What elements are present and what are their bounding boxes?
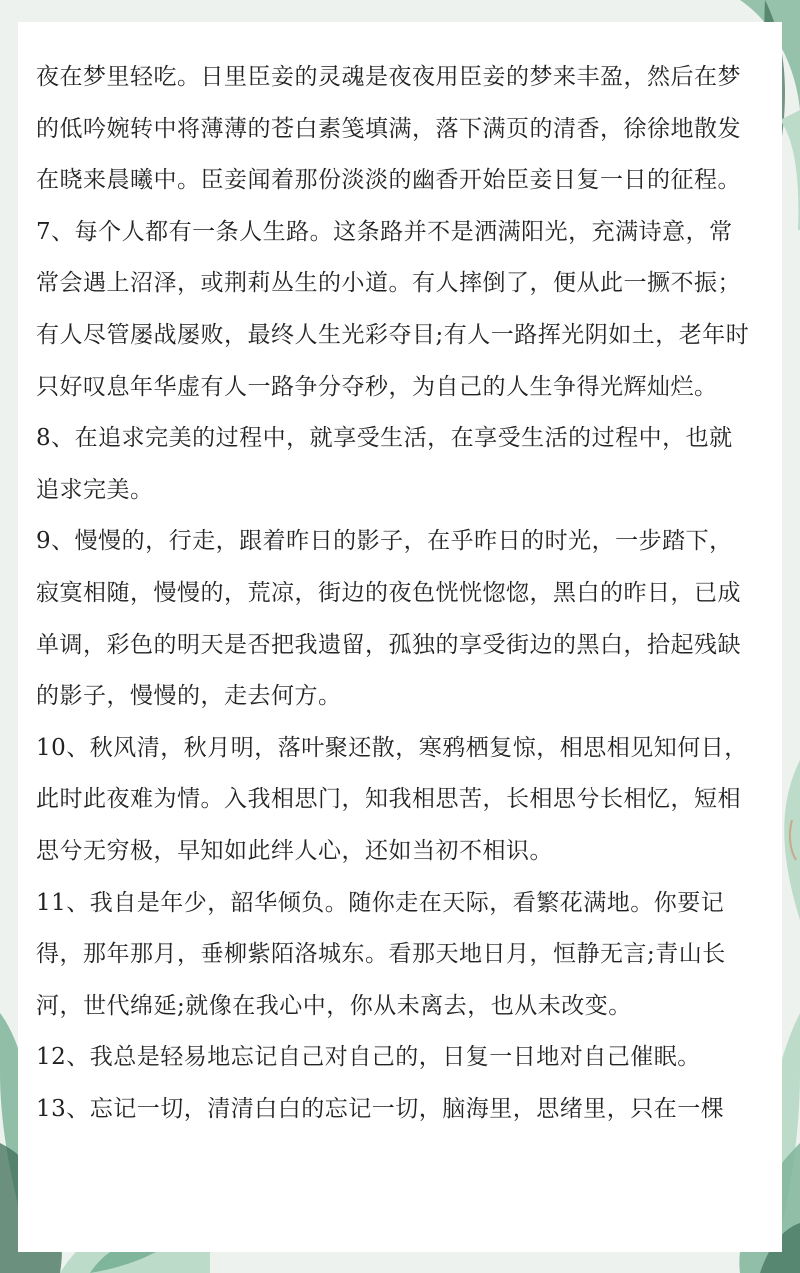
paragraph-12: 12、我总是轻易地忘记自己对自己的，日复一日地对自己催眠。 [36,1044,701,1071]
paragraph-7: 7、每个人都有一条人生路。这条路并不是洒满阳光，充满诗意，常常会遇上沼泽，或荆莉丛生的小道。有人摔倒了，便从此一撅不振；有人尽管屡战屡败，最终人生光彩夺目;有人一路挥光阴如土，老年时只好叹息年华虚有人一路争分夺秒，为自己的人生争得光辉灿烂。 [36,218,750,400]
paragraph-8: 8、在追求完美的过程中，就享受生活，在享受生活的过程中，也就追求完美。 [36,425,733,503]
article-body [36,52,756,1135]
paragraph-11: 11、我自是年少，韶华倾负。随你走在天际，看繁花满地。你要记得，那年那月，垂柳紫陌洛城东。看那天地日月，恒静无言;青山长河，世代绵延;就像在我心中，你从未离去，也从未改变。 [36,889,726,1019]
paragraph-9: 9、慢慢的，行走，跟着昨日的影子，在乎昨日的时光，一步踏下，寂寞相随，慢慢的，荒凉，街边的夜色恍恍惚惚，黑白的昨日，已成单调，彩色的明天是否把我遗留，孤独的享受街边的黑白，拾起残缺的影子，慢慢的，走去何方。 [36,528,741,710]
paragraph-10: 10、秋风清，秋月明，落叶聚还散，寒鸦栖复惊，相思相见知何日，此时此夜难为情。入我相思门，知我相思苦，长相思兮长相忆，短相思兮无穷极，早知如此绊人心，还如当初不相识。 [36,734,748,864]
paragraph-13: 13、忘记一切，清清白白的忘记一切，脑海里，思绪里，只在一棵 [36,1095,725,1122]
paragraph-intro: 夜在梦里轻吃。日里臣妾的灵魂是夜夜用臣妾的梦来丰盈，然后在梦的低吟婉转中将薄薄的苍白素笺填满，落下满页的清香，徐徐地散发在晓来晨曦中。臣妾闻着那份淡淡的幽香开始臣妾日复一日的征程。 [36,64,741,194]
